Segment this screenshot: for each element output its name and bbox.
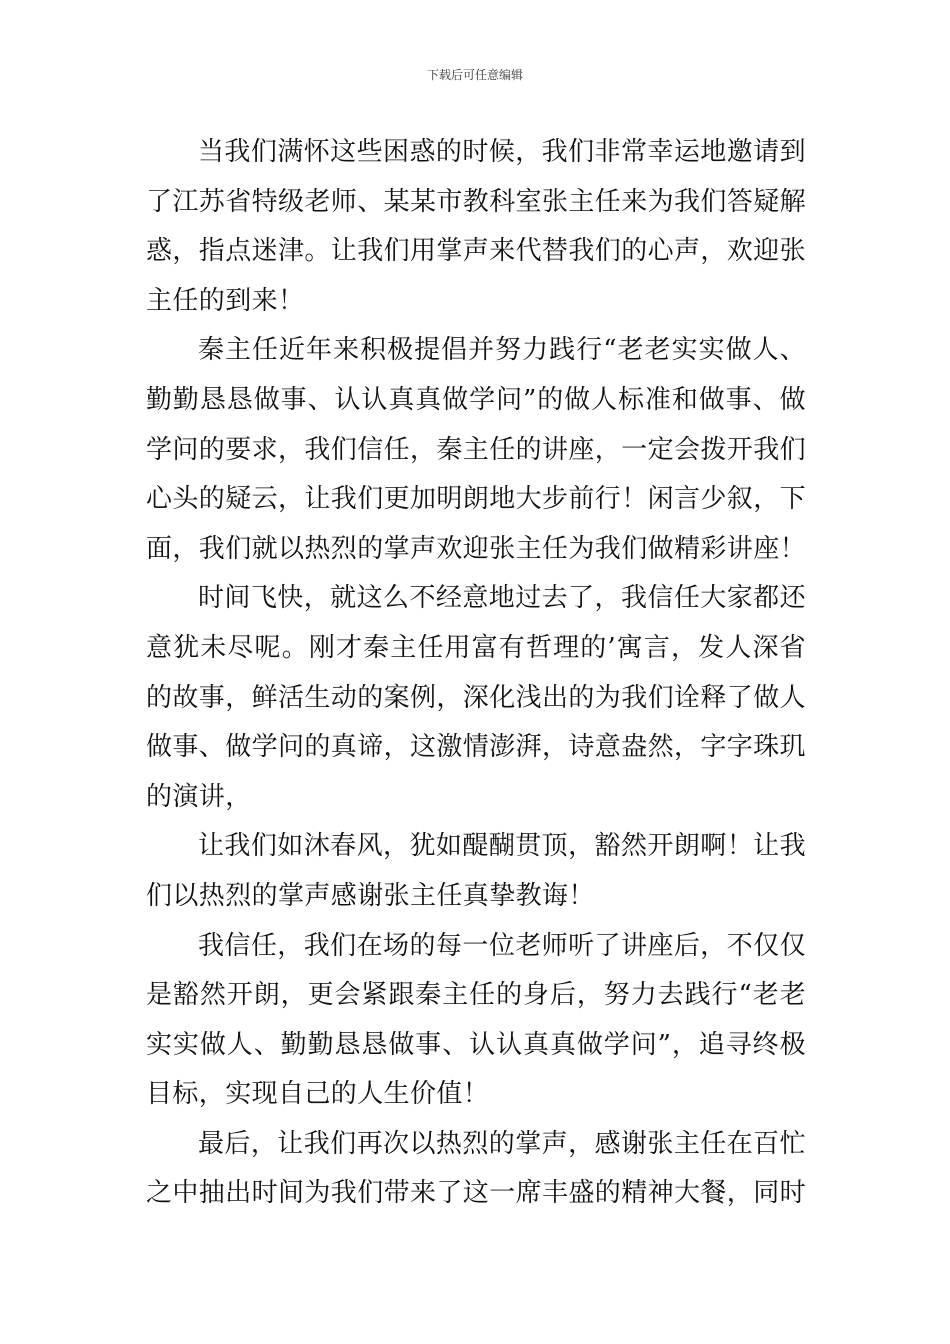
- paragraph-review: 时间飞快，就这么不经意地过去了，我信任大家都还意犹未尽呢。刚才秦主任用富有哲理的’寓言，发人深省的故事，鲜活生动的案例，深化浅出的为我们诠释了做人做事、做学问的真谛，这激情澎湃，诗意盎然，字字珠玑的演讲，: [146, 583, 807, 812]
- page-header-note: 下载后可任意编辑: [426, 68, 523, 82]
- document-body: [146, 128, 806, 1219]
- paragraph-thanks: 让我们如沐春风，犹如醍醐贯顶，豁然开朗啊！让我们以热烈的掌声感谢张主任真挚教诲！: [146, 831, 806, 911]
- paragraph-closing: 最后，让我们再次以热烈的掌声，感谢张主任在百忙之中抽出时间为我们带来了这一席丰盛的精神大餐，同时: [146, 1128, 807, 1209]
- paragraph-introduction: 秦主任近年来积极提倡并努力践行“老老实实做人、勤勤恳恳做事、认认真真做学问”的做人标准和做事、做学问的要求，我们信任，秦主任的讲座，一定会拨开我们心头的疑云，让我们更加明朗地大步前行！闲言少叙，下面，我们就以热烈的掌声欢迎张主任为我们做精彩讲座！: [146, 335, 807, 564]
- paragraph-invitation: 当我们满怀这些困惑的时候，我们非常幸运地邀请到了江苏省特级老师、某某市教科室张主任来为我们答疑解惑，指点迷津。让我们用掌声来代替我们的心声，欢迎张主任的到来！: [146, 137, 807, 316]
- paragraph-reflection: 我信任，我们在场的每一位老师听了讲座后，不仅仅是豁然开朗，更会紧跟秦主任的身后，努力去践行“老老实实做人、勤勤恳恳做事、认认真真做学问”，追寻终极目标，实现自己的人生价值！: [146, 930, 806, 1110]
